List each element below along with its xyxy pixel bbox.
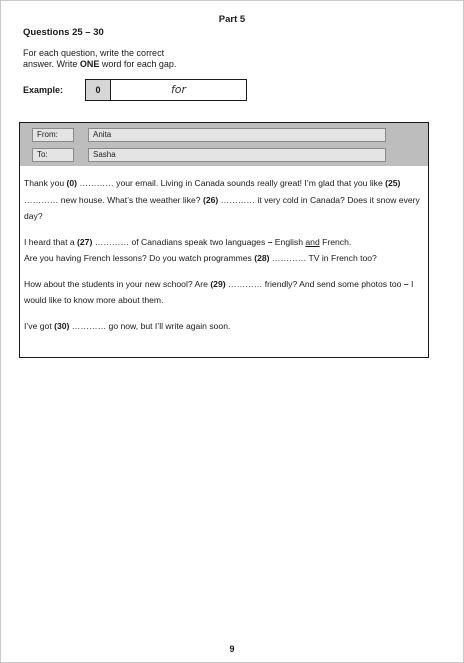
- email-paragraph-3: [24, 276, 424, 309]
- instructions: [23, 48, 176, 70]
- body-text: I would like to know more about them.: [24, 278, 414, 305]
- dash: –: [267, 236, 273, 247]
- from-label: From:: [32, 128, 74, 142]
- body-text: How about the students in your new school? Are: [24, 278, 211, 289]
- body-text: French.: [319, 236, 352, 247]
- body-text: ………… friendly? And send some photos too: [225, 278, 404, 289]
- example-answer: for: [170, 83, 187, 96]
- instructions-emphasis: ONE: [79, 59, 100, 69]
- gap-number-28: (28): [254, 253, 270, 263]
- body-text: English: [272, 236, 306, 247]
- email-body: [20, 166, 428, 334]
- underlined-word: and: [305, 236, 320, 247]
- example-label: Example:: [23, 85, 64, 95]
- body-text: ………… TV in French too?: [269, 253, 377, 263]
- gap-number-26: (26): [202, 194, 219, 205]
- gap-number-30: (30): [54, 320, 70, 331]
- body-text: ………… it very cold in Canada? Does it snow every day?: [24, 194, 420, 221]
- email-panel: [19, 122, 429, 358]
- example-answer-box: [85, 79, 247, 101]
- from-row: [32, 128, 386, 142]
- body-text: I’ve got: [24, 320, 55, 331]
- body-text: ………… of Canadians speak two languages: [92, 236, 268, 247]
- to-field: Sasha: [88, 148, 386, 162]
- body-text: ………… new house. What’s the weather like?: [24, 194, 203, 205]
- body-text: Are you having French lessons? Do you watch programmes: [24, 253, 255, 263]
- gap-number-29: (29): [210, 278, 226, 289]
- body-text: ………… your email. Living in Canada sounds really great! I’m glad that you like: [77, 178, 386, 188]
- email-paragraph-4: [24, 318, 424, 335]
- email-header: [20, 123, 428, 166]
- gap-number-27: (27): [77, 236, 93, 247]
- questions-title: Questions 25 – 30: [23, 27, 104, 38]
- to-row: [32, 148, 386, 162]
- instructions-line-1: For each question, write the correct: [23, 48, 165, 58]
- body-text: I heard that a: [24, 236, 78, 247]
- example-number: 0: [86, 80, 111, 100]
- gap-number-25: (25): [385, 178, 401, 188]
- email-paragraph-1: [24, 175, 424, 225]
- body-text: ………… go now, but I’ll write again soon.: [69, 320, 231, 331]
- email-paragraph-2: [24, 234, 424, 267]
- instructions-text: answer. Write: [23, 59, 80, 69]
- gap-number-0: (0): [66, 178, 78, 188]
- instructions-line-2: [23, 59, 176, 70]
- to-label: To:: [32, 148, 74, 162]
- part-title: Part 5: [218, 14, 246, 25]
- instructions-text: word for each gap.: [99, 59, 177, 69]
- body-text: Thank you: [24, 178, 67, 188]
- page-number: 9: [229, 644, 235, 654]
- from-field: Anita: [88, 128, 386, 142]
- dash: –: [403, 278, 409, 289]
